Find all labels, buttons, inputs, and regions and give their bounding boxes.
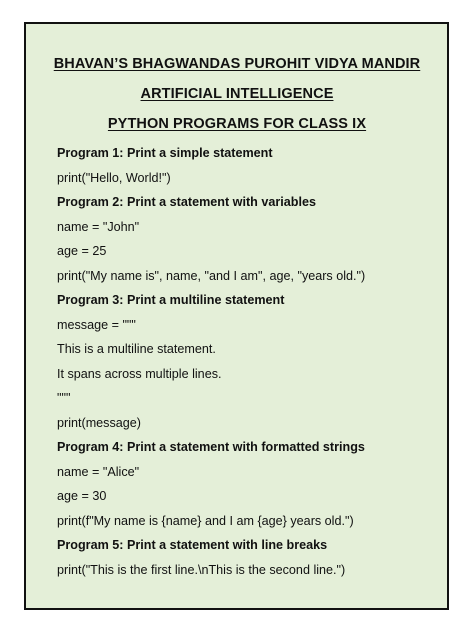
- code-line: print("This is the first line.\nThis is the second line."): [57, 562, 346, 577]
- code-line: age = 30: [57, 489, 107, 503]
- code-line: This is a multiline statement.: [57, 342, 216, 356]
- code-line: name = "John": [57, 219, 140, 234]
- code-line: age = 25: [57, 244, 107, 258]
- document-content: [33, 34, 441, 582]
- program-1-title: Program 1: Print a simple statement: [57, 146, 273, 160]
- program-2-title: Program 2: Print a statement with variables: [57, 195, 316, 209]
- program-3-title: Program 3: Print a multiline statement: [57, 293, 285, 307]
- code-line: print("Hello, World!"): [57, 170, 171, 185]
- code-line: It spans across multiple lines.: [57, 366, 222, 381]
- subject-heading: ARTIFICIAL INTELLIGENCE: [140, 86, 334, 102]
- program-list: [33, 141, 441, 582]
- code-line: message = """: [57, 317, 136, 332]
- program-5-title: Program 5: Print a statement with line breaks: [57, 538, 328, 552]
- document-title-heading: PYTHON PROGRAMS FOR CLASS IX: [107, 116, 367, 132]
- code-line: print(message): [57, 415, 141, 430]
- code-line: """: [57, 391, 71, 405]
- program-4-title: Program 4: Print a statement with formatted strings: [57, 440, 365, 454]
- code-line: name = "Alice": [57, 464, 140, 479]
- school-name-heading: BHAVAN’S BHAGWANDAS PUROHIT VIDYA MANDIR: [53, 56, 421, 72]
- code-line: print("My name is", name, "and I am", age, "years old."): [57, 268, 366, 283]
- code-line: print(f"My name is {name} and I am {age} years old."): [57, 513, 354, 528]
